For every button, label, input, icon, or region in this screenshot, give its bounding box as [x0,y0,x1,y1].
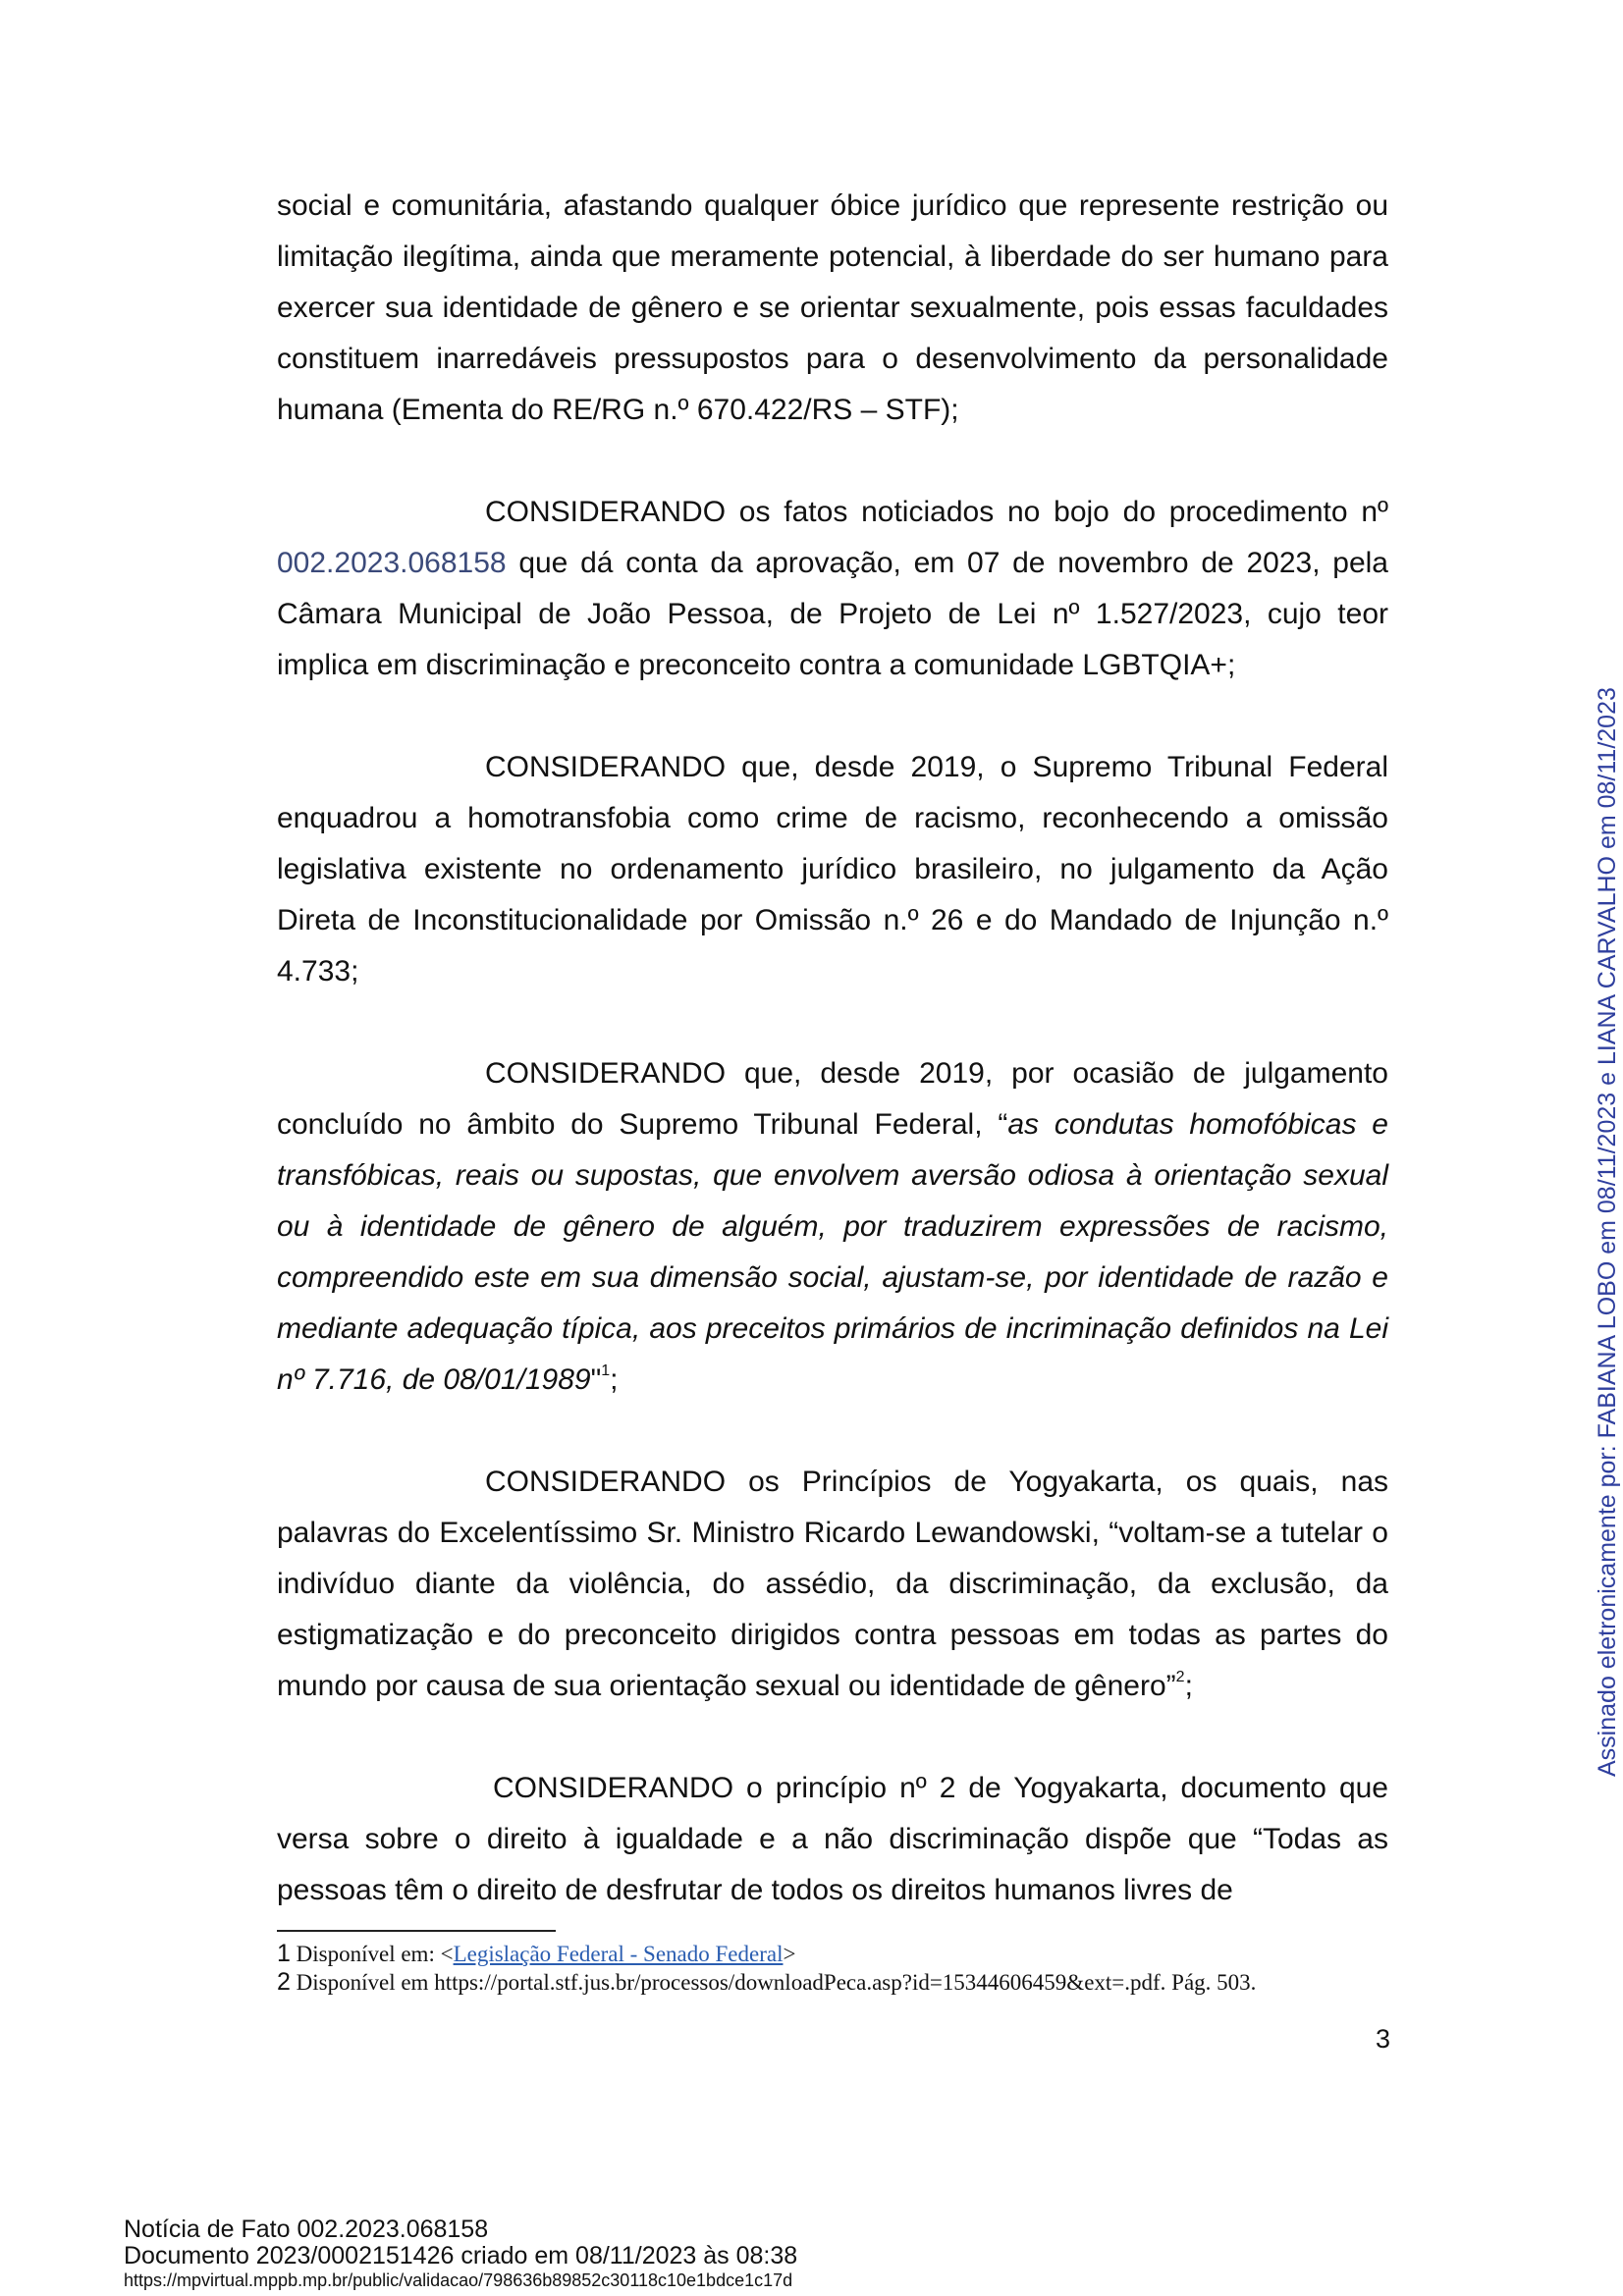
paragraph-5 [277,1457,1388,1712]
case-number: Notícia de Fato 002.2023.068158 [124,2216,489,2243]
footnotes [277,1940,1396,1997]
paragraph-4-start: CONSIDERANDO que, desde 2019, por ocasião de julgamento concluído no âmbito do Supremo Tribunal Federal, “ [277,1057,1388,1141]
paragraph-2-end: que dá conta da aprovação, em 07 de novembro de 2023, pela Câmara Municipal de João Pessoa, de Projeto de Lei nº 1.527/2023, cujo teor implica em discriminação e preconceito contra a comunidade LGBTQIA+; [277,547,1388,681]
footnote-ref-1[interactable]: 1 [601,1362,611,1379]
footnote-2 [277,1968,1396,1997]
document-created: Documento 2023/0002151426 criado em 08/11/2023 às 08:38 [124,2242,798,2269]
footnote-1 [277,1940,1396,1968]
paragraph-5-end: ; [1184,1670,1193,1702]
paragraph-4-quote: as condutas homofóbicas e transfóbicas, reais ou supostas, que envolvem aversão odiosa à orientação sexual ou à identidade de gênero de alguém, por traduzirem expressões de racismo, compreendido este em sua dimensão social, ajustam-se, por identidade de razão e mediante adequação típica, aos preceitos primários de incriminação definidos na Lei nº 7.716, de 08/01/1989 [277,1108,1388,1396]
paragraph-1: social e comunitária, afastando qualquer óbice jurídico que represente restrição ou limitação ilegítima, ainda que meramente potencial, à liberdade do ser humano para exercer sua identidade de gênero e se orientar sexualmente, pois essas faculdades constituem inarredáveis pressupostos para o desenvolvimento da personalidade humana (Ementa do RE/RG n.º 670.422/RS – STF); [277,189,1388,426]
paragraph-3: CONSIDERANDO que, desde 2019, o Supremo Tribunal Federal enquadrou a homotransfobia como crime de racismo, reconhecendo a omissão legislativa existente no ordenamento jurídico brasileiro, no julgamento da Ação Direta de Inconstitucionalidade por Omissão n.º 26 e do Mandado de Injunção n.º 4.733; [277,751,1388,988]
paragraph-6: CONSIDERANDO o princípio nº 2 de Yogyakarta, documento que versa sobre o direito à igualdade e a não discriminação dispõe que “Todas as pessoas têm o direito de desfrutar de todos os direitos humanos livres de [277,1772,1388,1906]
electronic-signature-stamp: Assinado eletronicamente por: FABIANA LOBO em 08/11/2023 e LIANA CARVALHO em 08/11/2023 [1594,687,1621,1777]
paragraph-5-text: CONSIDERANDO os Princípios de Yogyakarta, os quais, nas palavras do Excelentíssimo Sr. Ministro Ricardo Lewandowski, “voltam-se a tutelar o indivíduo diante da violência, do assédio, da discriminação, da exclusão, da estigmatização e do preconceito dirigidos contra pessoas em todas as partes do mundo por causa de sua orientação sexual ou identidade de gênero” [277,1466,1388,1702]
footnote-divider [277,1930,556,1932]
validation-url[interactable]: https://mpvirtual.mppb.mp.br/public/validacao/798636b89852c30118c10e1bdce1c17d [124,2270,793,2290]
paragraph-4 [277,1048,1388,1406]
procedure-reference: 002.2023.068158 [277,547,507,579]
page-number: 3 [1375,2024,1390,2054]
paragraph-4-end: ; [610,1363,619,1396]
footnote-1-close: > [783,1942,796,1966]
footnote-2-text: Disponível em https://portal.stf.jus.br/processos/downloadPeca.asp?id=15344606459&ext=.pdf. Pág. 503. [290,1970,1257,1995]
document-info-footer [124,2216,797,2291]
footnote-1-text: Disponível em: < [290,1942,454,1966]
footnote-1-number: 1 [277,1940,291,1967]
paragraph-4-close-quote: " [590,1363,602,1396]
footnote-ref-2[interactable]: 2 [1175,1669,1185,1685]
paragraph-2-start: CONSIDERANDO os fatos noticiados no bojo do procedimento nº [485,496,1388,528]
paragraph-2 [277,487,1388,691]
footnote-2-number: 2 [277,1968,291,1996]
footnote-1-link[interactable]: Legislação Federal - Senado Federal [453,1942,784,1966]
